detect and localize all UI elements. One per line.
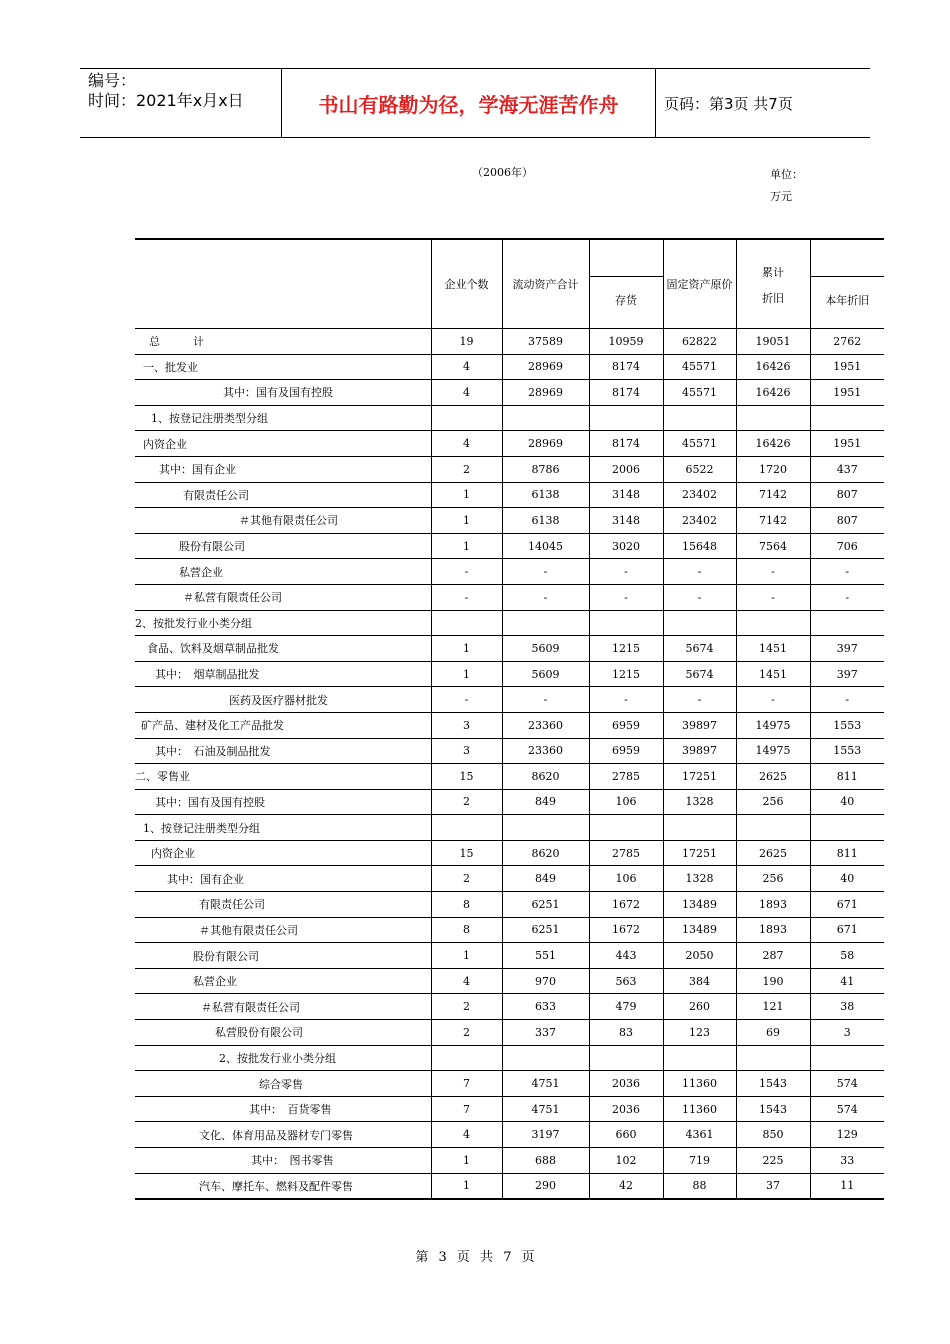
row-value: 11 [810,1173,884,1199]
row-value: 11360 [663,1096,736,1122]
row-value: 437 [810,456,884,482]
row-value: 15 [431,764,502,790]
row-value: - [736,559,810,585]
row-value: 6138 [502,482,589,508]
row-value: 2006 [589,456,663,482]
row-label: 2、按批发行业小类分组 [135,610,431,636]
row-value: 1 [431,1173,502,1199]
row-value: 45571 [663,354,736,380]
row-value [810,405,884,431]
row-label: 矿产品、建材及化工产品批发 [135,712,431,738]
row-value [589,1045,663,1071]
row-value: 4751 [502,1071,589,1097]
page-footer: 第 3 页 共 7 页 [415,1250,535,1265]
row-label: ＃其他有限责任公司 [135,917,431,943]
col-fixed-assets: 固定资产原价 [663,239,736,329]
statistics-table [135,238,884,1200]
row-value: - [589,559,663,585]
row-value: 17251 [663,764,736,790]
row-value: 19 [431,329,502,355]
row-value: 45571 [663,380,736,406]
row-value: 2 [431,456,502,482]
row-label: 内资企业 [135,840,431,866]
row-value [810,815,884,841]
table-row [135,482,884,508]
row-value: 15648 [663,533,736,559]
row-value: 563 [589,968,663,994]
row-value [431,405,502,431]
row-value: - [736,687,810,713]
row-value: 10959 [589,329,663,355]
row-value: 23402 [663,482,736,508]
row-value: 574 [810,1071,884,1097]
row-value: 106 [589,866,663,892]
row-value: 16426 [736,354,810,380]
row-value: 1672 [589,892,663,918]
row-value: 1543 [736,1096,810,1122]
table-row [135,1045,884,1071]
row-value: - [431,687,502,713]
row-value: 1328 [663,866,736,892]
row-value [431,1045,502,1071]
row-label: 总 计 [135,329,431,355]
row-value: 443 [589,943,663,969]
row-label: 有限责任公司 [135,892,431,918]
row-value: 1 [431,1148,502,1174]
row-value: 671 [810,917,884,943]
row-value: - [502,559,589,585]
row-label: 其中： 图书零售 [135,1148,431,1174]
row-value: 58 [810,943,884,969]
table-row [135,712,884,738]
row-value: 2785 [589,840,663,866]
row-value: 1951 [810,354,884,380]
row-value: 6138 [502,508,589,534]
row-value [502,405,589,431]
row-value: 129 [810,1122,884,1148]
row-value: 14975 [736,712,810,738]
row-value: 3148 [589,508,663,534]
table-row [135,994,884,1020]
col-inventory [589,239,663,329]
row-value [502,1045,589,1071]
row-value: 8620 [502,764,589,790]
table-row [135,533,884,559]
row-label: 其中：国有及国有控股 [135,380,431,406]
row-value: 2625 [736,840,810,866]
row-value: 6522 [663,456,736,482]
row-value: 11360 [663,1071,736,1097]
row-label: ＃私营有限责任公司 [135,994,431,1020]
row-value: 688 [502,1148,589,1174]
row-value: 38 [810,994,884,1020]
row-value: 42 [589,1173,663,1199]
row-value: 19051 [736,329,810,355]
col-accum-dep [736,239,810,329]
row-value: 551 [502,943,589,969]
row-value: 337 [502,1020,589,1046]
table-row [135,405,884,431]
row-value: 1 [431,533,502,559]
row-value: 287 [736,943,810,969]
row-value: 6251 [502,892,589,918]
table-row [135,559,884,585]
row-value: - [502,687,589,713]
row-value: 62822 [663,329,736,355]
row-value: 41 [810,968,884,994]
col-accum-dep-line1: 累计 [762,266,784,279]
row-value: 811 [810,840,884,866]
row-value: 1720 [736,456,810,482]
row-label: 有限责任公司 [135,482,431,508]
row-value: - [663,687,736,713]
table-row [135,431,884,457]
row-label: 其中： 百货零售 [135,1096,431,1122]
row-value: 7564 [736,533,810,559]
row-value: 8620 [502,840,589,866]
code-label: 编号： [88,71,137,90]
row-value: 2036 [589,1071,663,1097]
row-value: 8 [431,917,502,943]
row-value: 397 [810,636,884,662]
row-label: ＃私营有限责任公司 [135,584,431,610]
row-value [736,815,810,841]
row-value: 1951 [810,380,884,406]
motto: 书山有路勤为径，学海无涯苦作舟 [318,92,619,117]
row-label: 汽车、摩托车、燃料及配件零售 [135,1173,431,1199]
row-value: 2 [431,1020,502,1046]
table-row [135,892,884,918]
row-value: 23402 [663,508,736,534]
table-row [135,1096,884,1122]
row-value: 28969 [502,354,589,380]
row-value: 1553 [810,738,884,764]
table-row [135,354,884,380]
row-value: 6959 [589,712,663,738]
row-value: 1893 [736,892,810,918]
row-value: 5674 [663,636,736,662]
col-year-dep-label: 本年折旧 [825,294,870,307]
row-label: 2、按批发行业小类分组 [135,1045,431,1071]
row-value: - [589,687,663,713]
row-value: 1215 [589,636,663,662]
row-label: 1、按登记注册类型分组 [135,405,431,431]
row-value: 6959 [589,738,663,764]
table-row [135,1071,884,1097]
row-value [663,1045,736,1071]
row-value: 7 [431,1096,502,1122]
table-row [135,789,884,815]
row-value: - [663,559,736,585]
row-value: - [431,584,502,610]
row-value: - [810,687,884,713]
row-value: 807 [810,482,884,508]
table-row [135,1020,884,1046]
row-value: 225 [736,1148,810,1174]
row-value: 671 [810,892,884,918]
row-label: 股份有限公司 [135,943,431,969]
row-value: 28969 [502,431,589,457]
table-row [135,380,884,406]
table-row [135,1173,884,1199]
row-value: 850 [736,1122,810,1148]
col-accum-dep-line2: 折旧 [762,292,784,305]
header-meta [88,71,244,111]
row-value: 2762 [810,329,884,355]
row-value [663,610,736,636]
row-value: 88 [663,1173,736,1199]
row-value: 2036 [589,1096,663,1122]
row-value: 397 [810,661,884,687]
table-row [135,815,884,841]
row-value: 16426 [736,380,810,406]
row-value: 1951 [810,431,884,457]
row-value: 811 [810,764,884,790]
row-value: 40 [810,789,884,815]
row-value [431,610,502,636]
row-value: 13489 [663,917,736,943]
row-value: 28969 [502,380,589,406]
row-value: 121 [736,994,810,1020]
row-value: 807 [810,508,884,534]
row-value: 1451 [736,661,810,687]
table-row [135,866,884,892]
col-enterprises: 企业个数 [431,239,502,329]
row-value: 1553 [810,712,884,738]
page-header [80,68,870,138]
row-value: 706 [810,533,884,559]
table-row [135,1122,884,1148]
row-label: 文化、体育用品及器材专门零售 [135,1122,431,1148]
row-value: 7142 [736,482,810,508]
row-value: 23360 [502,738,589,764]
row-value: 719 [663,1148,736,1174]
table-row [135,687,884,713]
row-value: 8174 [589,380,663,406]
row-value: 3 [431,738,502,764]
row-value: 290 [502,1173,589,1199]
row-value: 69 [736,1020,810,1046]
row-value: 4361 [663,1122,736,1148]
row-value: 7 [431,1071,502,1097]
row-value: 13489 [663,892,736,918]
row-value: 1672 [589,917,663,943]
row-value: 39897 [663,738,736,764]
row-value [502,610,589,636]
row-value [502,815,589,841]
row-value: 1 [431,636,502,662]
row-value: 8 [431,892,502,918]
row-label: 私营企业 [135,559,431,585]
row-value [431,815,502,841]
row-value: 1 [431,943,502,969]
row-value [810,1045,884,1071]
table-header-row [135,239,884,329]
row-value: 849 [502,866,589,892]
row-value: 7142 [736,508,810,534]
row-value: 4 [431,968,502,994]
row-value: 3020 [589,533,663,559]
row-value: 102 [589,1148,663,1174]
report-year: （2006年） [472,166,533,179]
col-year-dep [810,239,884,329]
row-value: 123 [663,1020,736,1046]
date-label: 时间：2021年x月x日 [88,91,244,110]
row-value: 33 [810,1148,884,1174]
row-value: 4751 [502,1096,589,1122]
row-value: 106 [589,789,663,815]
row-value: 37 [736,1173,810,1199]
row-label: 一、批发业 [135,354,431,380]
table-row [135,508,884,534]
row-value: 8786 [502,456,589,482]
table-row [135,329,884,355]
row-value: 15 [431,840,502,866]
row-value [810,610,884,636]
row-label: 内资企业 [135,431,431,457]
row-value: 1 [431,482,502,508]
row-label: 二、零售业 [135,764,431,790]
row-value: - [810,559,884,585]
row-label: 私营企业 [135,968,431,994]
row-label: 股份有限公司 [135,533,431,559]
row-value: - [589,584,663,610]
row-value: 1893 [736,917,810,943]
row-value: 3148 [589,482,663,508]
row-value: - [431,559,502,585]
table-row [135,1148,884,1174]
row-label: 食品、饮料及烟草制品批发 [135,636,431,662]
row-value: 39897 [663,712,736,738]
row-label: 其中：国有企业 [135,456,431,482]
page-info: 页码：第3页 共7页 [664,94,793,113]
row-label: 其中：国有企业 [135,866,431,892]
row-value: 260 [663,994,736,1020]
row-label: 医药及医疗器材批发 [135,687,431,713]
row-value: - [736,584,810,610]
row-value: 1328 [663,789,736,815]
row-value: 3 [431,712,502,738]
row-value: 5674 [663,661,736,687]
row-value: 3 [810,1020,884,1046]
row-value: - [502,584,589,610]
row-value: - [663,584,736,610]
row-value: 16426 [736,431,810,457]
row-value: 633 [502,994,589,1020]
row-value [663,405,736,431]
table-row [135,917,884,943]
table-row [135,584,884,610]
header-blank [135,239,431,329]
row-value: 1 [431,508,502,534]
row-value: 2 [431,866,502,892]
row-value: 40 [810,866,884,892]
table-row [135,764,884,790]
row-value [589,610,663,636]
row-value [589,815,663,841]
row-value [589,405,663,431]
row-value: 1 [431,661,502,687]
row-value: 2 [431,994,502,1020]
row-value: 970 [502,968,589,994]
row-value: 14975 [736,738,810,764]
row-value: 2625 [736,764,810,790]
row-value: 4 [431,380,502,406]
unit-line-1: 单位： [770,168,803,181]
row-value: 479 [589,994,663,1020]
row-label: 其中：国有及国有控股 [135,789,431,815]
row-value: 1451 [736,636,810,662]
row-value: 23360 [502,712,589,738]
row-value [736,405,810,431]
row-value: 2785 [589,764,663,790]
row-value: 5609 [502,636,589,662]
row-value: 384 [663,968,736,994]
row-value: 8174 [589,354,663,380]
row-value: 190 [736,968,810,994]
table-row [135,661,884,687]
row-value: 3197 [502,1122,589,1148]
row-value: 256 [736,789,810,815]
unit-line-2: 万元 [770,190,792,203]
row-value: 8174 [589,431,663,457]
row-value: 1215 [589,661,663,687]
row-label: 综合零售 [135,1071,431,1097]
row-value: 17251 [663,840,736,866]
row-value: 6251 [502,917,589,943]
row-value: 45571 [663,431,736,457]
row-value: 4 [431,354,502,380]
row-label: 其中： 石油及制品批发 [135,738,431,764]
table-row [135,943,884,969]
table-row [135,456,884,482]
row-label: 1、按登记注册类型分组 [135,815,431,841]
row-value: 574 [810,1096,884,1122]
table-row [135,738,884,764]
row-label: 其中： 烟草制品批发 [135,661,431,687]
row-value: 849 [502,789,589,815]
row-value: 660 [589,1122,663,1148]
row-value: 83 [589,1020,663,1046]
row-label: 私营股份有限公司 [135,1020,431,1046]
table-row [135,636,884,662]
row-value: 4 [431,431,502,457]
row-value: 1543 [736,1071,810,1097]
col-inventory-label: 存货 [615,294,637,307]
unit-label [770,164,803,208]
table-row [135,610,884,636]
row-value: - [810,584,884,610]
row-label: ＃其他有限责任公司 [135,508,431,534]
col-current-assets: 流动资产合计 [502,239,589,329]
row-value: 2 [431,789,502,815]
row-value: 37589 [502,329,589,355]
row-value [736,1045,810,1071]
table-row [135,840,884,866]
row-value: 2050 [663,943,736,969]
row-value: 5609 [502,661,589,687]
row-value: 4 [431,1122,502,1148]
row-value: 256 [736,866,810,892]
table-row [135,968,884,994]
row-value [663,815,736,841]
row-value [736,610,810,636]
row-value: 14045 [502,533,589,559]
